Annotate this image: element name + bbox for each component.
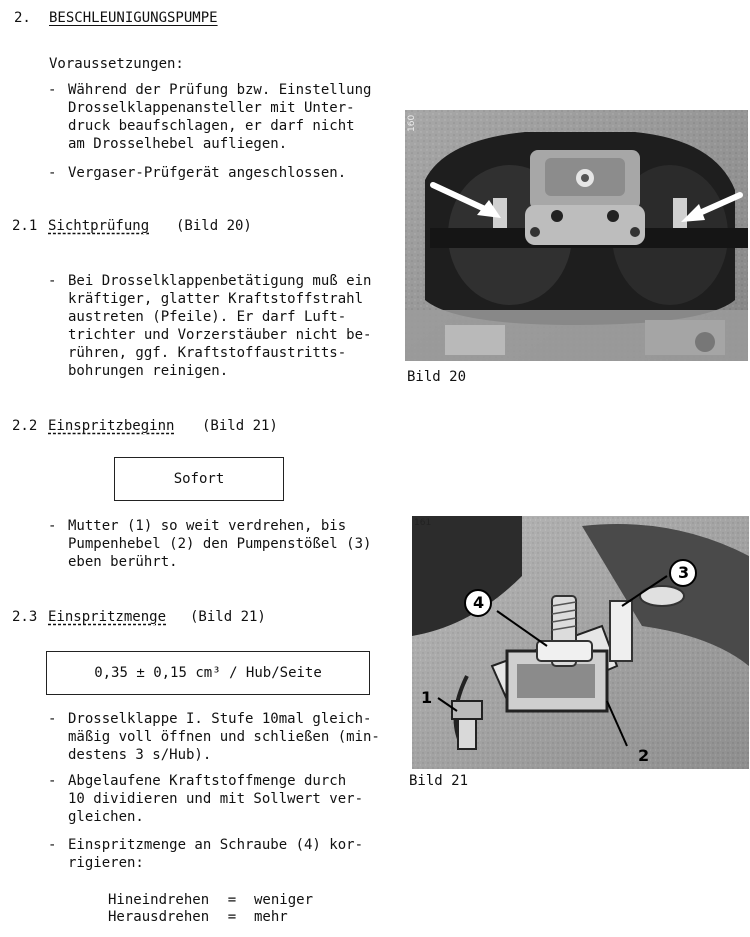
adjust-label: Herausdrehen xyxy=(108,909,210,925)
callout-4: 4 xyxy=(473,593,485,612)
subsection-number-2-2: 2.2 xyxy=(12,418,38,434)
adjust-eq: = xyxy=(227,892,237,908)
subsection-title-2-1: Sichtprüfung xyxy=(48,218,150,234)
callout-2: 2 xyxy=(638,746,650,765)
callout-1: 1 xyxy=(421,688,433,707)
bullet: - xyxy=(48,837,57,853)
subsection-title-2-3: Einspritzmenge xyxy=(48,609,167,625)
bullet: - xyxy=(48,82,57,98)
bullet: - xyxy=(48,273,57,289)
figure-caption-bild-21: Bild 21 xyxy=(409,773,469,789)
subsection-title-2-2: Einspritzbeginn xyxy=(48,418,175,434)
table-row xyxy=(108,891,313,909)
einspritzmenge-item-3: Einspritzmenge an Schraube (4) kor- rigieren: xyxy=(68,837,364,871)
bullet: - xyxy=(48,773,57,789)
callout-3: 3 xyxy=(678,563,690,582)
einspritzmenge-item-2: Abgelaufene Kraftstoffmenge durch 10 dividieren und mit Sollwert ver- gleichen. xyxy=(68,773,364,825)
prerequisite-item-1: Während der Prüfung bzw. Einstellung Drosselklappenansteller mit Unter- druck beaufschlagen, er darf nicht am Drosselhebel aufliegen. xyxy=(68,82,372,152)
prerequisite-item-2: Vergaser-Prüfgerät angeschlossen. xyxy=(68,165,347,181)
subsection-number-2-3: 2.3 xyxy=(12,609,38,625)
sichtpruefung-text: Bei Drosselklappenbetätigung muß ein kräftiger, glatter Kraftstoffstrahl austreten (Pfeile). Er darf Luft- trichter und Vorzerstäuber nicht be- rühren, ggf. Kraftstoffaustritts- bohrungen reinigen. xyxy=(68,273,372,379)
figure-ref-2-2: (Bild 21) xyxy=(202,418,278,434)
photo-bild-21 xyxy=(412,516,749,769)
figure-ref-2-1: (Bild 20) xyxy=(176,218,252,234)
bullet: - xyxy=(48,518,57,534)
figure-caption-bild-20: Bild 20 xyxy=(407,369,467,385)
einspritzmenge-value-box xyxy=(46,651,370,695)
subsection-number-2-1: 2.1 xyxy=(12,218,38,234)
einspritzmenge-value: 0,35 ± 0,15 cm³ / Hub/Seite xyxy=(94,665,322,681)
carburetor-top-illustration xyxy=(405,110,748,361)
einspritzbeginn-value: Sofort xyxy=(173,471,225,487)
adjust-value: weniger xyxy=(254,892,314,908)
table-row xyxy=(108,908,288,926)
adjust-label: Hineindrehen xyxy=(108,892,210,908)
prerequisites-heading: Voraussetzungen: xyxy=(49,56,184,72)
figure-ref-2-3: (Bild 21) xyxy=(190,609,266,625)
einspritzbeginn-text: Mutter (1) so weit verdrehen, bis Pumpenhebel (2) den Pumpenstößel (3) eben berührt. xyxy=(68,518,372,570)
section-number: 2. xyxy=(14,10,31,26)
photo-code: 160 xyxy=(407,114,417,132)
bullet: - xyxy=(48,711,57,727)
adjust-value: mehr xyxy=(254,909,288,925)
bullet: - xyxy=(48,165,57,181)
photo-code: 161 xyxy=(414,518,432,528)
einspritzbeginn-value-box xyxy=(114,457,284,501)
photo-bild-20 xyxy=(405,110,748,361)
einspritzmenge-item-1: Drosselklappe I. Stufe 10mal gleich- mäßig voll öffnen und schließen (min- destens 3 s/Hub). xyxy=(68,711,380,763)
pump-lever-illustration xyxy=(412,516,749,769)
section-title: BESCHLEUNIGUNGSPUMPE xyxy=(49,10,218,26)
adjust-eq: = xyxy=(227,909,237,925)
